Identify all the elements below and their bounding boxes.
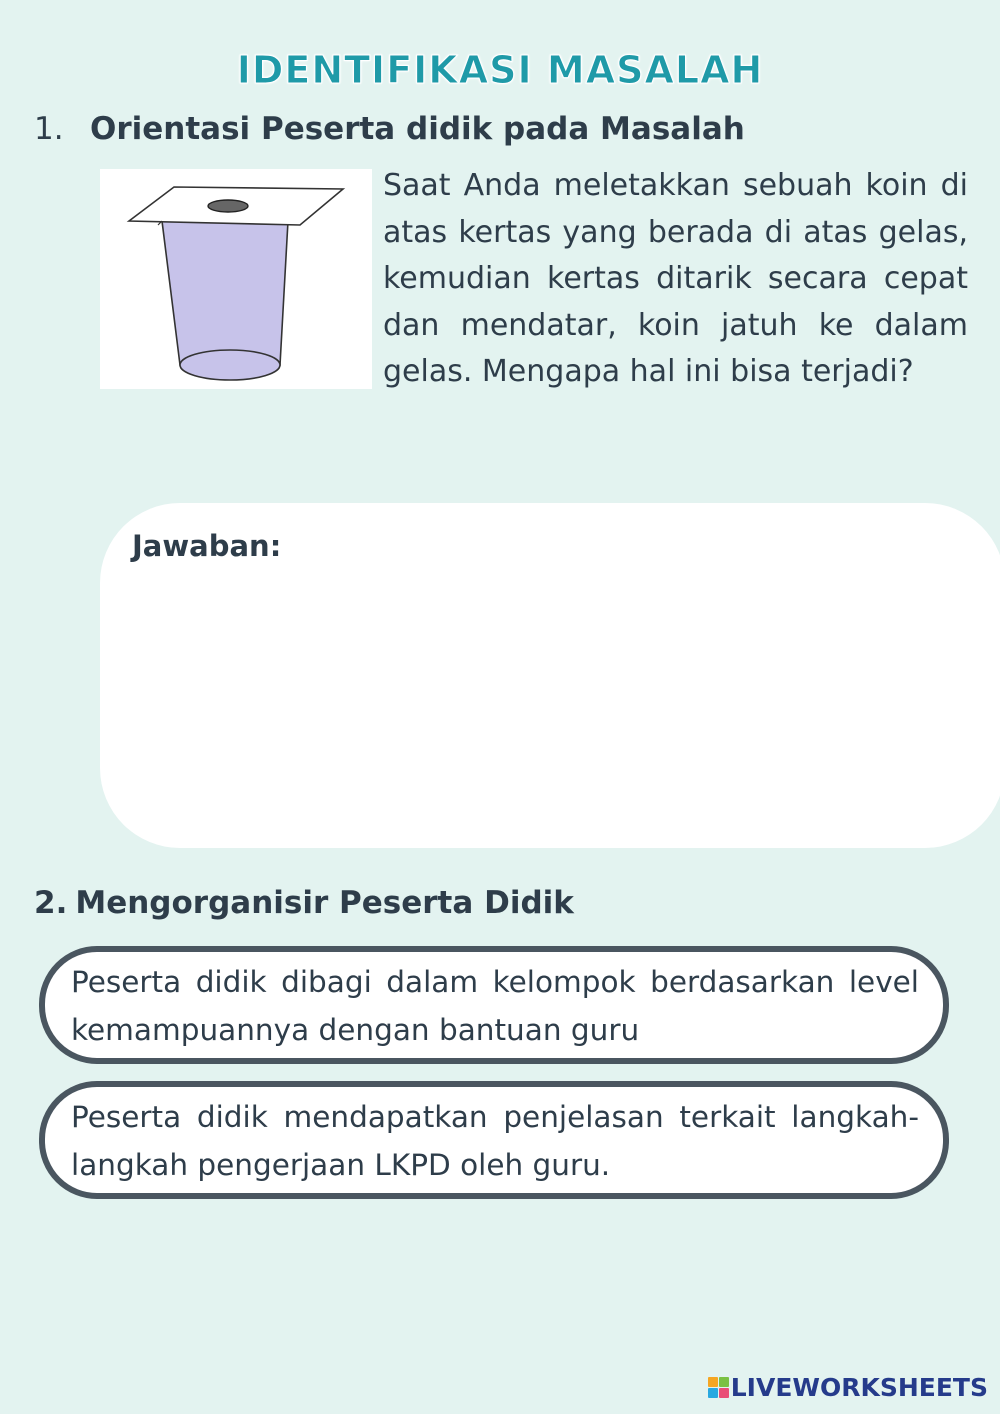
glass-with-paper-and-coin-icon [100, 169, 372, 389]
organize-step-1 [39, 946, 949, 1064]
liveworksheets-logo-icon [708, 1377, 729, 1398]
logo-text: LIVEWORKSHEETS [730, 1373, 988, 1402]
section-2-heading [34, 885, 574, 921]
answer-label: Jawaban: [132, 529, 282, 563]
organize-step-text: Peserta didik dibagi dalam kelompok berdasarkan level kemampuannya dengan bantuan guru [71, 965, 919, 1047]
section-2-number: 2. [34, 885, 68, 921]
liveworksheets-logo [708, 1373, 988, 1402]
organize-step-2 [39, 1081, 949, 1199]
section-2-title: Mengorganisir Peserta Didik [75, 885, 574, 921]
answer-box[interactable] [100, 503, 1000, 848]
page-title: IDENTIFIKASI MASALAH [236, 48, 764, 92]
section-1-title: Orientasi Peserta didik pada Masalah [90, 111, 745, 147]
section-1-number: 1. [34, 111, 64, 147]
problem-statement: Saat Anda meletakkan sebuah koin di atas kertas yang berada di atas gelas, kemudian kertas ditarik secara cepat dan mendatar, koin jatuh ke dalam gelas. Mengapa hal ini bisa terjadi? [383, 168, 968, 389]
section-1-heading [34, 111, 745, 147]
organize-step-text: Peserta didik mendapatkan penjelasan terkait langkah-langkah pengerjaan LKPD oleh guru. [71, 1100, 919, 1182]
glass-coin-illustration [100, 169, 372, 389]
